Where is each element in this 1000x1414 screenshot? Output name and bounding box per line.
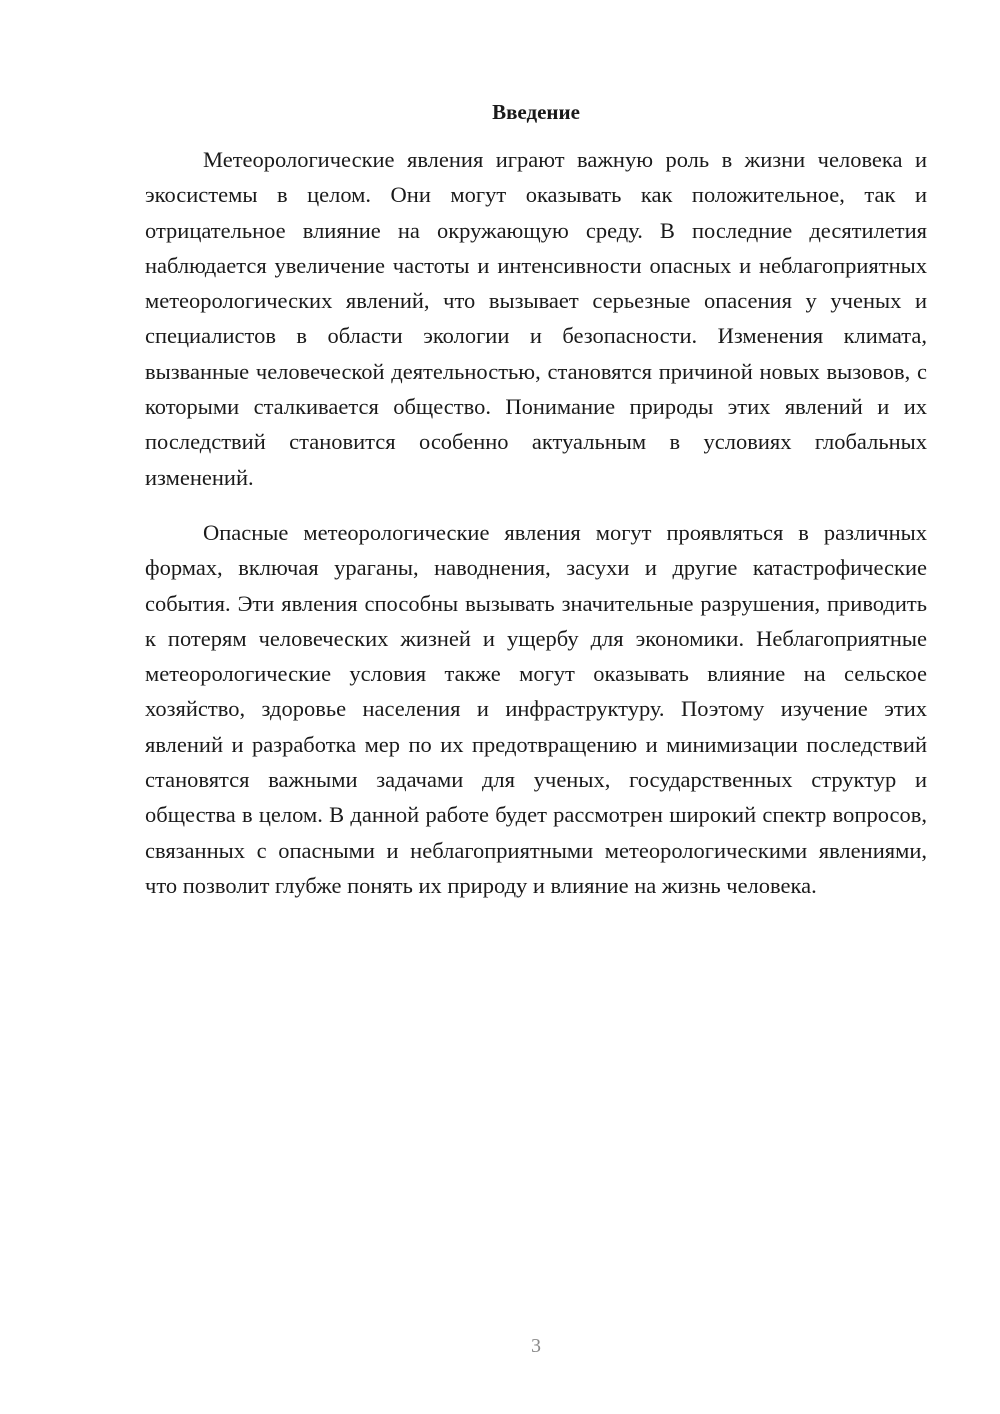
- section-heading: Введение: [492, 100, 580, 124]
- paragraph-intro: Метеорологические явления играют важную роль в жизни человека и экосистемы в целом. Они могут оказывать как положительное, так и отрицательное влияние на окружающую среду. В последние десятилетия наблюдается увеличение частоты и интенсивности опасных и неблагоприятных метеорологических явлений, что вызывает серьезные опасения у ученых и специалистов в области экологии и безопасности. Изменения климата, вызванные человеческой деятельностью, становятся причиной новых вызовов, с которыми сталкивается общество. Понимание природы этих явлений и их последствий становится особенно актуальным в условиях глобальных изменений.: [145, 147, 927, 490]
- body-text: [145, 142, 927, 903]
- page-number: 3: [531, 1335, 541, 1357]
- paragraph-hazards: Опасные метеорологические явления могут проявляться в различных формах, включая ураганы, наводнения, засухи и другие катастрофические события. Эти явления способны вызывать значительные разрушения, приводить к потерям человеческих жизней и ущербу для экономики. Неблагоприятные метеорологические условия также могут оказывать влияние на сельское хозяйство, здоровье населения и инфраструктуру. Поэтому изучение этих явлений и разработка мер по их предотвращению и минимизации последствий становятся важными задачами для ученых, государственных структур и общества в целом. В данной работе будет рассмотрен широкий спектр вопросов, связанных с опасными и неблагоприятными метеорологическими явлениями, что позволит глубже понять их природу и влияние на жизнь человека.: [145, 519, 927, 898]
